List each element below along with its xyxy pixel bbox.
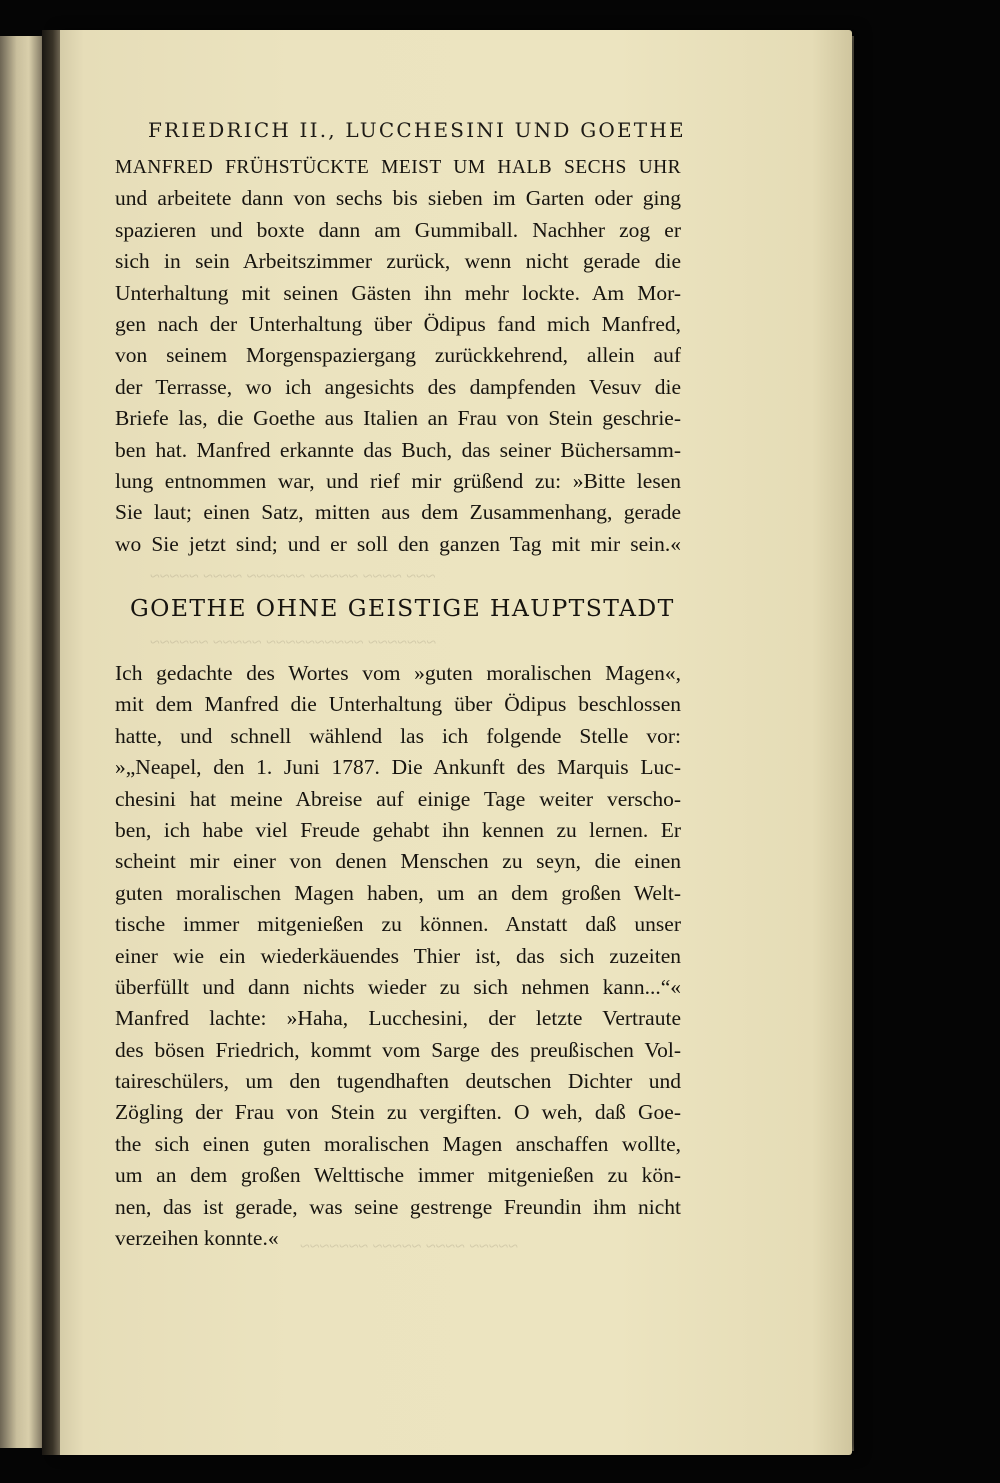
text-line: spazieren und boxte dann am Gummiball. Nachher zog er bbox=[115, 217, 681, 242]
text-line: sich in sein Arbeitszimmer zurück, wenn nicht gerade die bbox=[115, 249, 681, 274]
paragraph-1 bbox=[115, 152, 681, 560]
text-line: Ich gedachte des Wortes vom »guten moralischen Magen«, bbox=[115, 661, 681, 685]
show-through-bleed: ~~~ ~~~~ ~~~~~ ~~~~~~ ~~~~ ~~~~~ bbox=[150, 566, 436, 586]
text-line: um an dem großen Welttische immer mitgenießen zu kön- bbox=[115, 1163, 681, 1188]
left-page-edge bbox=[0, 36, 48, 1448]
text-line: Zögling der Frau von Stein zu vergiften. O weh, daß Goe- bbox=[115, 1100, 681, 1125]
paragraph-2 bbox=[115, 658, 681, 1254]
text-line: hatte, und schnell wählend las ich folgende Stelle vor: bbox=[115, 723, 681, 748]
text-line: scheint mir einer von denen Menschen zu seyn, die einen bbox=[115, 849, 681, 874]
text-line: der Terrasse, wo ich angesichts des dampfenden Vesuv die bbox=[115, 374, 681, 399]
text-line: guten moralischen Magen haben, um an dem großen Welt- bbox=[115, 880, 681, 905]
text-line: Sie laut; einen Satz, mitten aus dem Zusammenhang, gerade bbox=[115, 500, 681, 525]
text-line: verzeihen konnte.« bbox=[115, 1226, 279, 1251]
text-line: chesini hat meine Abreise auf einige Tage weiter verscho- bbox=[115, 786, 681, 811]
text-line: lung entnommen war, und rief mir grüßend zu: »Bitte lesen bbox=[115, 468, 681, 493]
running-head: FRIEDRICH II., LUCCHESINI UND GOETHE bbox=[148, 118, 686, 142]
text-line: the sich einen guten moralischen Magen anschaffen wollte, bbox=[115, 1131, 681, 1156]
section-heading: GOETHE OHNE GEISTIGE HAUPTSTADT bbox=[130, 594, 675, 622]
text-line: einer wie ein wiederkäuendes Thier ist, das sich zuzeiten bbox=[115, 943, 681, 968]
text-line: tische immer mitgenießen zu können. Anstatt daß unser bbox=[115, 912, 681, 937]
text-line: »„Neapel, den 1. Juni 1787. Die Ankunft des Marquis Luc- bbox=[115, 755, 681, 780]
show-through-bleed: ~~~~~~~ ~~~~~~~~~~ ~~~~~ ~~~~~~ bbox=[150, 632, 437, 652]
text-line: mit dem Manfred die Unterhaltung über Ödipus beschlossen bbox=[115, 692, 681, 717]
text-line: MANFRED FRÜHSTÜCKTE MEIST UM HALB SECHS UHR bbox=[115, 157, 681, 178]
text-line: überfüllt und dann nichts wieder zu sich nehmen kann...“« bbox=[115, 974, 681, 999]
text-line: taireschülers, um den tugendhaften deutschen Dichter und bbox=[115, 1069, 681, 1094]
text-line: Unterhaltung mit seinen Gästen ihn mehr lockte. Am Mor- bbox=[115, 280, 681, 305]
text-line: wo Sie jetzt sind; und er soll den ganzen Tag mit mir sein.« bbox=[115, 531, 681, 556]
text-line: von seinem Morgenspaziergang zurückkehrend, allein auf bbox=[115, 343, 681, 368]
show-through-bleed: ~~~~~ ~~~~ ~~~~~ ~~~~~~~ bbox=[300, 1236, 519, 1256]
text-line: ben, ich habe viel Freude gehabt ihn kennen zu lernen. Er bbox=[115, 817, 681, 842]
text-line: des bösen Friedrich, kommt vom Sarge des preußischen Vol- bbox=[115, 1037, 681, 1062]
text-line: Manfred lachte: »Haha, Lucchesini, der letzte Vertraute bbox=[115, 1006, 681, 1031]
text-line: gen nach der Unterhaltung über Ödipus fand mich Manfred, bbox=[115, 311, 681, 336]
text-line: ben hat. Manfred erkannte das Buch, das seiner Büchersamm- bbox=[115, 437, 681, 462]
text-line: nen, das ist gerade, was seine gestrenge Freundin ihm nicht bbox=[115, 1194, 681, 1219]
gutter-shadow bbox=[42, 30, 60, 1455]
text-line: und arbeitete dann von sechs bis sieben im Garten oder ging bbox=[115, 186, 681, 211]
text-line: Briefe las, die Goethe aus Italien an Frau von Stein geschrie- bbox=[115, 406, 681, 431]
